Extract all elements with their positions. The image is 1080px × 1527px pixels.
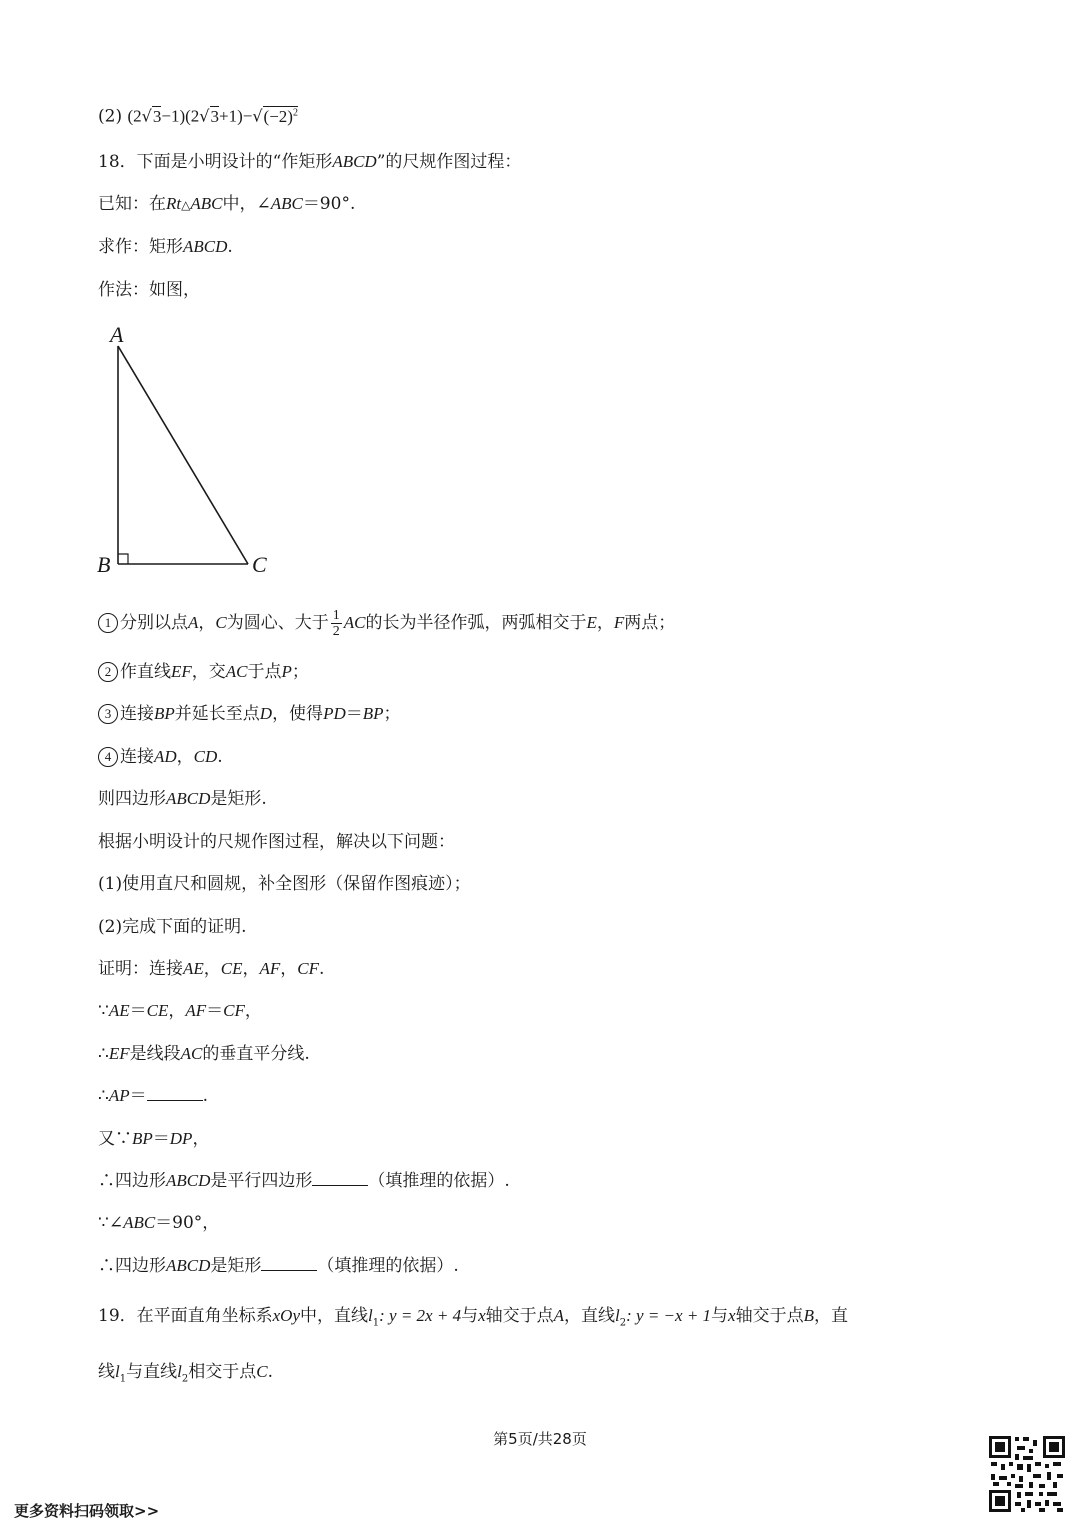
q19-line2: 线$l_1$与直线$l_2$相交于点C.	[98, 1362, 273, 1385]
qr-code-icon[interactable]	[987, 1434, 1067, 1514]
vertex-label-a: A	[110, 322, 124, 347]
q18-proof4: ∴AP＝ .	[98, 1086, 209, 1106]
q17-part2-expression: $(2√3-1)(2√3+1)-√(-2)^2$	[127, 106, 298, 126]
q18-ask: 根据小明设计的尺规作图过程，解决以下问题：	[98, 832, 455, 852]
right-angle-mark	[118, 554, 128, 564]
q18-known: 已知：在Rt△ABC中，∠ABC＝90°.	[98, 194, 356, 214]
q18-proof8: ∴四边形ABCD是矩形 （填推理的依据）.	[98, 1256, 459, 1276]
q18-proof2: ∵AE＝CE，AF＝CF，	[98, 1001, 262, 1021]
q18-step1: 1 分别以点A，C为圆心、大于 $\frac{1}{2}$ AC的长为半径作弧，两弧相交于E，F两点；	[98, 608, 675, 639]
q17-part2-label: (2)	[98, 106, 123, 127]
q18-proof3: ∴EF是线段AC的垂直平分线.	[98, 1044, 310, 1064]
q18-seek: 求作：矩形ABCD.	[98, 237, 233, 257]
step-number: 1	[98, 613, 118, 633]
answer-blank[interactable]	[261, 1254, 317, 1271]
q18-ask2: (2)完成下面的证明.	[98, 917, 247, 937]
q18-proof7: ∵∠ABC＝90°，	[98, 1213, 220, 1233]
page-number: 第5页/共28页	[493, 1430, 587, 1448]
vertex-label-c: C	[252, 552, 267, 577]
q19-line1: 19．在平面直角坐标系xOy中，直线$l_1$: y = 2x + 4与x轴交于点A，直线$l_2$: y = −x + 1与x轴交于点B，直	[98, 1306, 848, 1329]
answer-blank[interactable]	[312, 1169, 368, 1186]
q18-proof6: ∴四边形ABCD是平行四边形 （填推理的依据）.	[98, 1171, 510, 1191]
side-ac	[118, 346, 248, 564]
q18-step3: 3 连接BP并延长至点D，使得PD＝BP；	[98, 702, 401, 726]
triangle-figure	[90, 318, 290, 583]
step-number: 4	[98, 747, 118, 767]
q18-proof5: 又∵BP＝DP，	[98, 1129, 210, 1149]
step-number: 3	[98, 704, 118, 724]
promo-link[interactable]: 更多资料扫码领取>>	[14, 1502, 160, 1520]
q17-part2	[98, 101, 298, 129]
q18-title: 18．下面是小明设计的“作矩形ABCD”的尺规作图过程：	[98, 152, 522, 172]
q18-conclusion: 则四边形ABCD是矩形.	[98, 789, 267, 809]
q18-step4: 4 连接AD，CD.	[98, 745, 223, 769]
q18-proof1: 证明：连接AE，CE，AF，CF.	[98, 959, 325, 979]
q18-step2: 2 作直线EF，交AC于点P；	[98, 660, 309, 684]
vertex-label-b: B	[97, 552, 111, 577]
q18-ask1: (1)使用直尺和圆规，补全图形（保留作图痕迹）；	[98, 874, 471, 894]
fraction-half: $\frac{1}{2}$	[332, 608, 340, 639]
step-number: 2	[98, 662, 118, 682]
q18-method: 作法：如图，	[98, 280, 200, 300]
answer-blank[interactable]	[147, 1084, 203, 1101]
